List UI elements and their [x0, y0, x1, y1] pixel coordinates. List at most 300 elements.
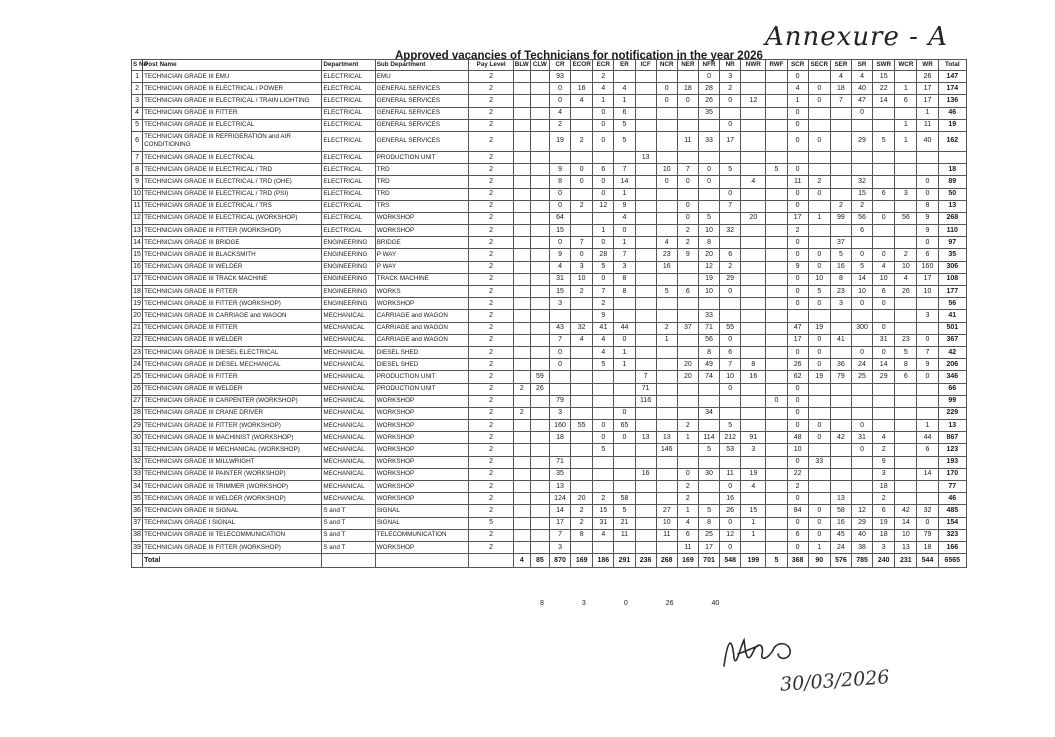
table-cell: 17 — [787, 334, 808, 346]
table-cell: 9 — [132, 176, 143, 188]
table-cell: 5 — [132, 119, 143, 131]
table-cell: 7 — [132, 151, 143, 163]
table-cell — [656, 107, 677, 119]
table-cell: 0 — [917, 517, 938, 529]
table-cell — [873, 407, 895, 419]
table-cell: 2 — [677, 420, 698, 432]
table-cell — [808, 481, 830, 493]
table-cell: 1 — [808, 212, 830, 224]
table-row — [132, 383, 967, 395]
table-cell: 0 — [720, 95, 741, 107]
table-cell: 10 — [873, 273, 895, 285]
table-cell: WORKSHOP — [375, 225, 469, 237]
table-cell — [766, 322, 787, 334]
table-cell — [741, 200, 766, 212]
table-cell: 7 — [593, 286, 614, 298]
table-cell: 0 — [851, 298, 872, 310]
table-cell: 24 — [851, 359, 872, 371]
table-cell: WORKSHOP — [375, 395, 469, 407]
table-cell: 300 — [851, 322, 872, 334]
table-cell: 0 — [593, 420, 614, 432]
table-cell — [741, 541, 766, 553]
table-cell: MECHANICAL — [322, 481, 375, 493]
table-cell — [571, 71, 593, 83]
table-cell: 20 — [677, 371, 698, 383]
table-row — [132, 505, 967, 517]
table-cell: 2 — [469, 237, 513, 249]
total-value: 701 — [698, 554, 719, 568]
table-cell: 43 — [549, 322, 570, 334]
table-cell — [656, 310, 677, 322]
table-cell — [917, 322, 938, 334]
table-cell — [513, 249, 530, 261]
table-cell: 12 — [851, 505, 872, 517]
table-cell: 14 — [895, 517, 917, 529]
table-cell — [917, 407, 938, 419]
table-cell — [766, 225, 787, 237]
table-cell: 23 — [895, 334, 917, 346]
table-cell: 15 — [132, 249, 143, 261]
table-cell: 55 — [571, 420, 593, 432]
table-cell — [530, 225, 549, 237]
table-cell — [741, 261, 766, 273]
table-cell: 1 — [614, 237, 635, 249]
table-cell: 17 — [917, 95, 938, 107]
table-cell — [513, 334, 530, 346]
table-cell: MECHANICAL — [322, 444, 375, 456]
table-cell: 30 — [698, 468, 719, 480]
table-cell: 0 — [787, 71, 808, 83]
table-cell — [720, 395, 741, 407]
table-cell: 0 — [917, 237, 938, 249]
table-cell — [873, 237, 895, 249]
table-cell — [530, 188, 549, 200]
table-cell: 62 — [787, 371, 808, 383]
table-row — [132, 346, 967, 358]
table-cell: 11 — [656, 529, 677, 541]
total-cell: 485 — [938, 505, 966, 517]
table-cell: GENERAL SERVICES — [375, 95, 469, 107]
table-cell — [698, 298, 719, 310]
total-cell: 97 — [938, 237, 966, 249]
total-value: 169 — [677, 554, 698, 568]
table-cell — [656, 188, 677, 200]
post-name-cell: TECHNICIAN GRADE III ELECTRICAL / TRD (OHE) — [143, 176, 322, 188]
table-cell: 27 — [132, 395, 143, 407]
table-cell — [513, 261, 530, 273]
table-cell: 31 — [593, 517, 614, 529]
total-cell: 110 — [938, 225, 966, 237]
table-cell: 23 — [656, 249, 677, 261]
post-name-cell: TECHNICIAN GRADE III EMU — [143, 71, 322, 83]
column-header: RWF — [766, 60, 787, 71]
table-cell: 0 — [549, 83, 570, 95]
table-cell: 2 — [469, 334, 513, 346]
table-cell — [513, 212, 530, 224]
table-cell: 0 — [549, 359, 570, 371]
table-cell — [513, 359, 530, 371]
post-name-cell: TECHNICIAN GRADE III ELECTRICAL / TRD — [143, 164, 322, 176]
table-cell: 24 — [132, 359, 143, 371]
table-cell: 0 — [808, 432, 830, 444]
table-cell: 41 — [593, 322, 614, 334]
table-cell — [571, 359, 593, 371]
table-cell: 4 — [656, 237, 677, 249]
table-cell — [720, 151, 741, 163]
column-header: NCR — [656, 60, 677, 71]
table-cell: 41 — [830, 334, 851, 346]
table-cell — [635, 131, 656, 151]
table-cell — [571, 119, 593, 131]
table-cell — [635, 164, 656, 176]
table-cell — [635, 420, 656, 432]
table-cell — [530, 286, 549, 298]
table-cell — [571, 346, 593, 358]
column-header: NR — [720, 60, 741, 71]
table-cell — [766, 237, 787, 249]
table-cell — [530, 71, 549, 83]
table-cell — [851, 119, 872, 131]
table-cell: 2 — [469, 188, 513, 200]
table-cell: 0 — [720, 481, 741, 493]
table-cell: 42 — [830, 432, 851, 444]
table-cell — [635, 107, 656, 119]
table-cell: 8 — [895, 359, 917, 371]
table-cell: 25 — [698, 529, 719, 541]
table-cell: 71 — [698, 322, 719, 334]
table-cell — [513, 107, 530, 119]
table-cell: 10 — [571, 273, 593, 285]
table-cell: 2 — [571, 131, 593, 151]
table-cell — [895, 200, 917, 212]
table-cell: 146 — [656, 444, 677, 456]
post-name-cell: TECHNICIAN GRADE III ELECTRICAL / POWER — [143, 83, 322, 95]
table-cell: 32 — [917, 505, 938, 517]
table-cell: DIESEL SHED — [375, 359, 469, 371]
table-cell — [808, 395, 830, 407]
table-cell: 2 — [469, 95, 513, 107]
table-cell — [656, 493, 677, 505]
table-cell — [513, 456, 530, 468]
column-header: Department — [322, 60, 375, 71]
table-cell: 6 — [593, 164, 614, 176]
table-cell — [593, 468, 614, 480]
table-cell: 3 — [571, 261, 593, 273]
table-cell — [677, 151, 698, 163]
table-cell: 11 — [614, 529, 635, 541]
table-cell: 20 — [741, 212, 766, 224]
table-cell: 0 — [614, 225, 635, 237]
table-cell: 9 — [593, 310, 614, 322]
table-cell — [656, 212, 677, 224]
table-cell — [635, 493, 656, 505]
table-cell: ELECTRICAL — [322, 71, 375, 83]
table-cell — [571, 225, 593, 237]
table-cell — [741, 383, 766, 395]
table-cell: TRD — [375, 164, 469, 176]
total-value — [469, 554, 513, 568]
table-cell: 6 — [614, 107, 635, 119]
table-cell — [720, 237, 741, 249]
table-cell: 5 — [593, 359, 614, 371]
post-name-cell: TECHNICIAN GRADE III FITTER (WORKSHOP) — [143, 420, 322, 432]
table-cell — [513, 432, 530, 444]
table-cell: 74 — [698, 371, 719, 383]
table-cell: 6 — [917, 249, 938, 261]
table-cell — [830, 225, 851, 237]
table-cell: 212 — [720, 432, 741, 444]
table-cell: 0 — [787, 107, 808, 119]
table-cell — [851, 334, 872, 346]
table-cell: 14 — [873, 359, 895, 371]
table-cell: 17 — [132, 273, 143, 285]
table-cell: 0 — [593, 188, 614, 200]
table-cell: BRIDGE — [375, 237, 469, 249]
table-cell — [530, 249, 549, 261]
table-cell: DIESEL SHED — [375, 346, 469, 358]
table-cell: 20 — [677, 359, 698, 371]
table-row — [132, 273, 967, 285]
column-header: ER — [614, 60, 635, 71]
table-cell — [766, 176, 787, 188]
post-name-cell: TECHNICIAN GRADE III ELECTRICAL / TRAIN LIGHTING — [143, 95, 322, 107]
table-cell — [766, 71, 787, 83]
table-cell — [656, 273, 677, 285]
table-cell — [741, 493, 766, 505]
table-cell: 3 — [873, 468, 895, 480]
table-cell — [656, 407, 677, 419]
table-cell — [656, 298, 677, 310]
post-name-cell: TECHNICIAN GRADE III WELDER — [143, 261, 322, 273]
table-cell — [895, 71, 917, 83]
post-name-cell: TECHNICIAN GRADE III ELECTRICAL / TRS — [143, 200, 322, 212]
table-cell — [873, 164, 895, 176]
table-cell: 7 — [635, 371, 656, 383]
post-name-cell: TECHNICIAN GRADE III MACHINIST (WORKSHOP) — [143, 432, 322, 444]
table-cell: 40 — [851, 529, 872, 541]
table-cell: 0 — [873, 298, 895, 310]
table-cell: 16 — [720, 493, 741, 505]
table-cell — [571, 541, 593, 553]
total-value: 368 — [787, 554, 808, 568]
table-cell — [635, 119, 656, 131]
table-cell: 12 — [741, 95, 766, 107]
table-cell: 4 — [132, 107, 143, 119]
table-cell — [766, 249, 787, 261]
table-cell: GENERAL SERVICES — [375, 119, 469, 131]
table-cell: 9 — [787, 261, 808, 273]
table-cell: 0 — [593, 131, 614, 151]
table-cell: 17 — [917, 83, 938, 95]
table-cell — [741, 420, 766, 432]
table-cell: 0 — [593, 119, 614, 131]
table-cell: 22 — [873, 83, 895, 95]
table-cell: 1 — [741, 517, 766, 529]
post-name-cell: TECHNICIAN GRADE III REFRIGERATION and AIR CONDITIONING — [143, 131, 322, 151]
table-cell: 10 — [895, 261, 917, 273]
column-header: NER — [677, 60, 698, 71]
table-cell: WORKSHOP — [375, 541, 469, 553]
table-cell: 6 — [851, 225, 872, 237]
total-cell: 136 — [938, 95, 966, 107]
table-row — [132, 151, 967, 163]
table-cell — [830, 395, 851, 407]
table-cell — [593, 151, 614, 163]
table-cell: 1 — [917, 420, 938, 432]
table-cell: 26 — [530, 383, 549, 395]
table-cell — [593, 383, 614, 395]
table-cell: 18 — [917, 541, 938, 553]
table-cell: 7 — [614, 249, 635, 261]
table-cell — [741, 71, 766, 83]
table-cell: 79 — [549, 395, 570, 407]
total-value: 268 — [656, 554, 677, 568]
table-row — [132, 407, 967, 419]
table-cell — [741, 151, 766, 163]
total-cell: 123 — [938, 444, 966, 456]
table-cell: 0 — [787, 420, 808, 432]
table-cell — [895, 432, 917, 444]
table-cell: 15 — [593, 505, 614, 517]
table-cell: 2 — [469, 71, 513, 83]
table-cell: 8 — [614, 273, 635, 285]
table-cell: WORKSHOP — [375, 432, 469, 444]
table-cell: 48 — [787, 432, 808, 444]
table-cell: 0 — [787, 164, 808, 176]
table-cell: 14 — [873, 95, 895, 107]
total-cell: 19 — [938, 119, 966, 131]
table-cell — [635, 346, 656, 358]
table-cell — [677, 188, 698, 200]
table-cell — [698, 119, 719, 131]
table-cell: 0 — [917, 334, 938, 346]
table-cell: 114 — [698, 432, 719, 444]
table-row — [132, 432, 967, 444]
table-cell: 2 — [895, 249, 917, 261]
table-cell: 4 — [614, 212, 635, 224]
table-row — [132, 225, 967, 237]
table-cell: 9 — [549, 164, 570, 176]
table-cell — [513, 371, 530, 383]
table-cell — [656, 481, 677, 493]
table-cell: ENGINEERING — [322, 249, 375, 261]
table-cell — [766, 493, 787, 505]
table-cell — [808, 444, 830, 456]
table-cell — [513, 237, 530, 249]
table-cell: 2 — [469, 541, 513, 553]
table-cell: 23 — [830, 286, 851, 298]
table-cell — [895, 151, 917, 163]
table-cell: MECHANICAL — [322, 346, 375, 358]
table-cell: 37 — [677, 322, 698, 334]
table-cell — [851, 310, 872, 322]
table-cell: 0 — [787, 131, 808, 151]
table-cell: 22 — [787, 468, 808, 480]
table-row — [132, 493, 967, 505]
table-cell — [830, 407, 851, 419]
table-cell — [530, 237, 549, 249]
post-name-cell: TECHNICIAN GRADE III ELECTRICAL — [143, 151, 322, 163]
table-cell: 0 — [873, 249, 895, 261]
table-cell: 11 — [917, 119, 938, 131]
table-cell: 5 — [766, 164, 787, 176]
total-value: 5 — [766, 554, 787, 568]
table-cell: 3 — [549, 541, 570, 553]
table-cell: 2 — [513, 383, 530, 395]
table-cell — [766, 200, 787, 212]
table-cell — [635, 261, 656, 273]
post-name-cell: TECHNICIAN GRADE III FITTER — [143, 371, 322, 383]
table-row — [132, 310, 967, 322]
table-cell: 16 — [830, 517, 851, 529]
table-cell — [830, 346, 851, 358]
total-value: 4 — [513, 554, 530, 568]
table-cell — [808, 151, 830, 163]
total-cell: 41 — [938, 310, 966, 322]
table-cell: 23 — [132, 346, 143, 358]
table-cell: 0 — [656, 176, 677, 188]
table-cell — [571, 107, 593, 119]
total-cell: 46 — [938, 107, 966, 119]
table-cell: 10 — [720, 371, 741, 383]
table-row — [132, 188, 967, 200]
table-cell: 4 — [549, 261, 570, 273]
table-cell — [808, 310, 830, 322]
table-cell — [530, 346, 549, 358]
total-cell: 162 — [938, 131, 966, 151]
table-row — [132, 420, 967, 432]
table-cell — [513, 493, 530, 505]
table-cell: 2 — [677, 481, 698, 493]
table-cell — [549, 444, 570, 456]
table-cell: 0 — [593, 176, 614, 188]
total-cell: 13 — [938, 420, 966, 432]
table-cell: 18 — [549, 432, 570, 444]
table-cell — [698, 456, 719, 468]
table-cell: 2 — [787, 225, 808, 237]
table-cell — [656, 119, 677, 131]
table-cell: 7 — [830, 95, 851, 107]
table-cell: 0 — [787, 119, 808, 131]
table-cell — [614, 298, 635, 310]
table-row — [132, 261, 967, 273]
table-cell — [895, 237, 917, 249]
table-row — [132, 164, 967, 176]
table-cell: MECHANICAL — [322, 359, 375, 371]
table-cell — [698, 200, 719, 212]
total-cell: 166 — [938, 541, 966, 553]
total-cell: 99 — [938, 395, 966, 407]
table-cell — [635, 298, 656, 310]
table-cell — [741, 249, 766, 261]
column-header: ICF — [635, 60, 656, 71]
table-cell: 13 — [635, 151, 656, 163]
table-cell — [656, 468, 677, 480]
table-cell — [895, 420, 917, 432]
table-cell: 38 — [132, 529, 143, 541]
column-header: NFR — [698, 60, 719, 71]
table-cell: 8 — [132, 164, 143, 176]
table-cell: 2 — [469, 83, 513, 95]
table-cell — [614, 395, 635, 407]
table-cell: 0 — [808, 131, 830, 151]
table-cell: 15 — [549, 286, 570, 298]
table-cell: 0 — [851, 420, 872, 432]
table-cell — [571, 383, 593, 395]
table-cell: 4 — [741, 176, 766, 188]
table-cell — [530, 420, 549, 432]
extra-value: 0 — [623, 600, 628, 607]
